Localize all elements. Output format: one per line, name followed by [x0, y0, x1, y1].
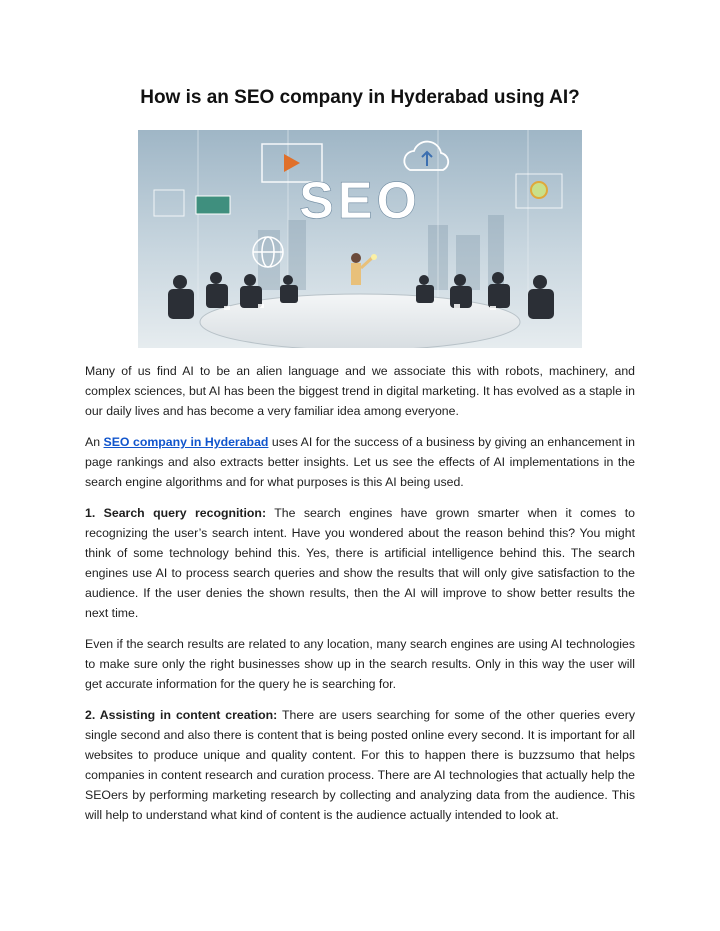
seo-big-text: SEO: [299, 172, 421, 230]
paragraph-company: [85, 432, 635, 492]
paragraph-intro: [85, 361, 635, 421]
paragraph-location: [85, 634, 635, 694]
paragraph-content-creation: [85, 705, 635, 825]
paragraph-text: There are users searching for some of the other queries every single second and also there is content that is being posted online every second. It is important for all websites to produce unique and quality content. For this to happen there is buzzsumo that helps companies in content research and curation process. There are AI technologies that actually help the SEOers by performing marketing research by collecting and analyzing data from the audience. This will help to understand what kind of content is the audience actually intended to look at.: [85, 708, 636, 822]
article-body: [85, 361, 635, 836]
page-title: How is an SEO company in Hyderabad using AI?: [140, 87, 580, 108]
seo-company-link[interactable]: SEO company in Hyderabad: [103, 435, 269, 449]
seo-meeting-illustration: [138, 130, 582, 348]
paragraph-text: An: [85, 435, 104, 449]
paragraph-search-query: [85, 503, 635, 623]
paragraph-text: uses AI for the success of a business by giving an enhancement in page rankings and also extracts better insights. Let us see the effects of AI implementations in the search engine algorithms and for what purposes is this AI being used.: [85, 435, 635, 489]
hero-image: [138, 130, 582, 348]
paragraph-text: The search engines have grown smarter when it comes to recognizing the user’s search intent. Have you wondered about the reason behind this? You might think of some technology behind this. Yes, there is artificial intelligence behind this. The search engines use AI to process search queries and show the results that will only give satisfaction to the audience. If the user denies the shown results, then the AI will improve to show better results the next time.: [85, 506, 635, 620]
paragraph-text: Even if the search results are related to any location, many search engines are using AI technologies to make sure only the right businesses show up in the search results. Only in this way the user will get accurate information for the query he is searching for.: [85, 637, 635, 691]
section-heading: 2. Assisting in content creation:: [85, 708, 278, 722]
section-heading: 1. Search query recognition:: [85, 506, 267, 520]
paragraph-text: Many of us find AI to be an alien language and we associate this with robots, machinery, and complex sciences, but AI has been the biggest trend in digital marketing. It has evolved as a staple in our daily lives and has become a very familiar idea among everyone.: [85, 364, 635, 418]
